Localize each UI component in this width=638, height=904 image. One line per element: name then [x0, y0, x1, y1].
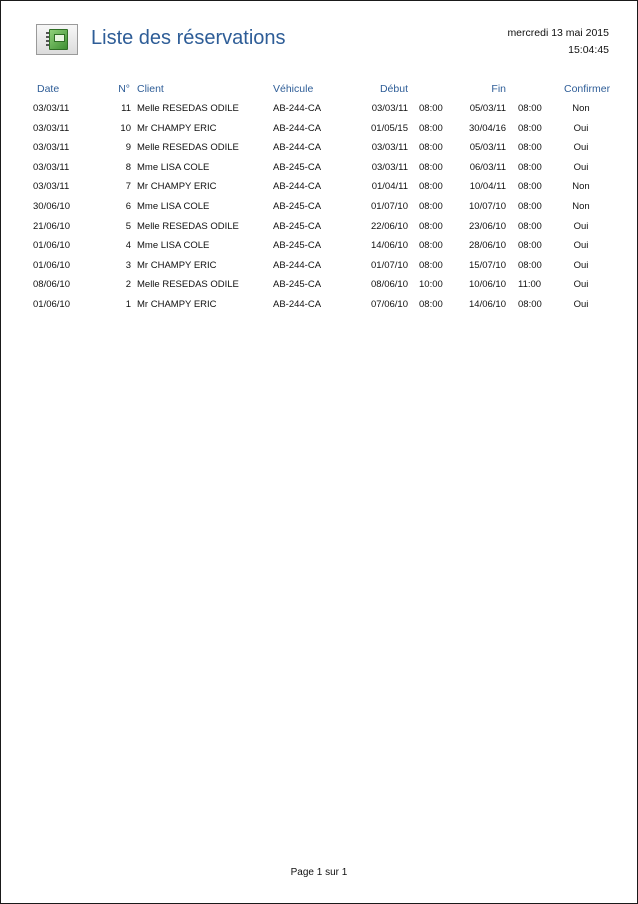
- cell-end-time: 08:00: [518, 240, 542, 252]
- cell-client: Mme LISA COLE: [137, 201, 210, 212]
- cell-client: Melle RESEDAS ODILE: [137, 220, 239, 232]
- cell-vehicle: AB-244-CA: [273, 259, 322, 271]
- cell-end-date: 15/07/10: [469, 259, 506, 271]
- report-time: 15:04:45: [568, 44, 609, 56]
- cell-start-time: 08:00: [419, 299, 443, 310]
- cell-number: 8: [125, 161, 131, 173]
- cell-start-time: 08:00: [419, 220, 443, 232]
- cell-vehicle: AB-245-CA: [273, 201, 322, 212]
- cell-number: 9: [125, 142, 131, 154]
- cell-end-time: 08:00: [518, 122, 542, 134]
- cell-start-time: 08:00: [419, 161, 443, 173]
- cell-confirm: Non: [572, 201, 590, 212]
- cell-number: 10: [120, 122, 131, 134]
- cell-vehicle: AB-244-CA: [273, 299, 322, 310]
- cell-vehicle: AB-245-CA: [273, 240, 322, 252]
- cell-client: Mr CHAMPY ERIC: [137, 181, 217, 193]
- cell-date: 03/03/11: [33, 103, 70, 114]
- cell-end-date: 10/04/11: [469, 181, 506, 193]
- cell-start-date: 08/06/10: [371, 279, 408, 291]
- cell-start-time: 08:00: [419, 240, 443, 252]
- cell-end-time: 08:00: [518, 259, 542, 271]
- cell-vehicle: AB-245-CA: [273, 161, 322, 173]
- cell-client: Mme LISA COLE: [137, 240, 210, 252]
- header-vehicle: Véhicule: [273, 83, 314, 95]
- cell-start-time: 08:00: [419, 201, 443, 212]
- cell-start-date: 22/06/10: [371, 220, 408, 232]
- cell-client: Mr CHAMPY ERIC: [137, 299, 217, 310]
- cell-date: 01/06/10: [33, 240, 70, 252]
- cell-end-time: 08:00: [518, 299, 542, 310]
- cell-end-time: 08:00: [518, 201, 542, 212]
- cell-client: Melle RESEDAS ODILE: [137, 279, 239, 291]
- cell-vehicle: AB-244-CA: [273, 181, 322, 193]
- cell-client: Melle RESEDAS ODILE: [137, 142, 239, 154]
- cell-start-date: 01/05/15: [371, 122, 408, 134]
- cell-start-date: 03/03/11: [371, 142, 408, 154]
- header-number: N°: [118, 83, 130, 95]
- table-row: [1, 240, 637, 259]
- cell-date: 03/03/11: [33, 181, 70, 193]
- cell-date: 03/03/11: [33, 122, 70, 134]
- cell-end-time: 08:00: [518, 161, 542, 173]
- cell-vehicle: AB-244-CA: [273, 142, 322, 154]
- cell-end-date: 14/06/10: [469, 299, 506, 310]
- cell-start-time: 08:00: [419, 122, 443, 134]
- cell-start-time: 08:00: [419, 103, 443, 114]
- cell-client: Mr CHAMPY ERIC: [137, 122, 217, 134]
- page-number: Page 1 sur 1: [290, 867, 348, 878]
- cell-start-date: 03/03/11: [371, 161, 408, 173]
- cell-date: 30/06/10: [33, 201, 70, 212]
- cell-date: 03/03/11: [33, 161, 70, 173]
- table-row: [1, 123, 637, 142]
- cell-end-date: 28/06/10: [469, 240, 506, 252]
- cell-date: 21/06/10: [33, 220, 70, 232]
- cell-client: Mme LISA COLE: [137, 161, 210, 173]
- table-row: [1, 103, 637, 122]
- cell-end-date: 10/06/10: [469, 279, 506, 291]
- table-row: [1, 162, 637, 181]
- header-client: Client: [137, 83, 164, 95]
- cell-confirm: Oui: [573, 259, 589, 271]
- table-row: [1, 201, 637, 220]
- cell-end-date: 30/04/16: [469, 122, 506, 134]
- cell-end-time: 08:00: [518, 142, 542, 154]
- cell-vehicle: AB-244-CA: [273, 103, 322, 114]
- cell-confirm: Non: [572, 181, 590, 193]
- cell-start-date: 01/07/10: [371, 201, 408, 212]
- table-row: [1, 142, 637, 161]
- cell-number: 2: [125, 279, 131, 291]
- cell-date: 03/03/11: [33, 142, 70, 154]
- cell-confirm: Oui: [573, 142, 589, 154]
- table-row: [1, 221, 637, 240]
- cell-confirm: Non: [572, 103, 590, 114]
- notebook-icon: [49, 29, 68, 50]
- cell-start-date: 14/06/10: [371, 240, 408, 252]
- report-book-icon: [36, 24, 78, 55]
- cell-date: 01/06/10: [33, 299, 70, 310]
- cell-end-date: 23/06/10: [469, 220, 506, 232]
- cell-number: 4: [125, 240, 131, 252]
- header-date: Date: [37, 83, 60, 95]
- cell-number: 6: [125, 201, 131, 212]
- cell-vehicle: AB-244-CA: [273, 122, 322, 134]
- cell-end-date: 05/03/11: [469, 103, 506, 114]
- cell-number: 11: [121, 103, 131, 114]
- cell-end-time: 08:00: [518, 181, 542, 193]
- cell-client: Mr CHAMPY ERIC: [137, 259, 217, 271]
- cell-end-time: 08:00: [518, 220, 542, 232]
- cell-end-time: 08:00: [518, 103, 542, 114]
- cell-confirm: Oui: [573, 240, 589, 252]
- report-date: mercredi 13 mai 2015: [507, 27, 609, 39]
- cell-confirm: Oui: [573, 161, 589, 173]
- cell-number: 3: [125, 259, 131, 271]
- cell-confirm: Oui: [573, 279, 589, 291]
- table-row: [1, 279, 637, 298]
- cell-end-date: 05/03/11: [469, 142, 506, 154]
- cell-start-time: 08:00: [419, 142, 443, 154]
- cell-confirm: Oui: [573, 122, 589, 134]
- cell-start-date: 07/06/10: [371, 299, 408, 310]
- cell-start-date: 03/03/11: [371, 103, 408, 114]
- cell-start-time: 08:00: [419, 259, 443, 271]
- cell-number: 7: [125, 181, 131, 193]
- cell-confirm: Oui: [573, 299, 589, 310]
- cell-date: 01/06/10: [33, 259, 70, 271]
- header-end: Fin: [491, 83, 506, 95]
- cell-number: 1: [125, 299, 131, 310]
- cell-end-date: 10/07/10: [469, 201, 506, 212]
- cell-date: 08/06/10: [33, 279, 70, 291]
- cell-number: 5: [125, 220, 131, 232]
- cell-end-time: 11:00: [518, 279, 542, 291]
- header-start: Début: [379, 83, 408, 95]
- header-confirm: Confirmer: [564, 83, 611, 95]
- cell-end-date: 06/03/11: [469, 161, 506, 173]
- cell-start-date: 01/04/11: [371, 181, 408, 193]
- cell-vehicle: AB-245-CA: [273, 279, 322, 291]
- table-row: [1, 181, 637, 200]
- cell-start-time: 08:00: [419, 181, 443, 193]
- report-title: Liste des réservations: [91, 27, 286, 49]
- cell-vehicle: AB-245-CA: [273, 220, 322, 232]
- table-row: [1, 260, 637, 279]
- cell-start-time: 10:00: [419, 279, 443, 291]
- cell-client: Melle RESEDAS ODILE: [137, 103, 239, 114]
- cell-confirm: Oui: [573, 220, 589, 232]
- table-row: [1, 299, 637, 318]
- cell-start-date: 01/07/10: [371, 259, 408, 271]
